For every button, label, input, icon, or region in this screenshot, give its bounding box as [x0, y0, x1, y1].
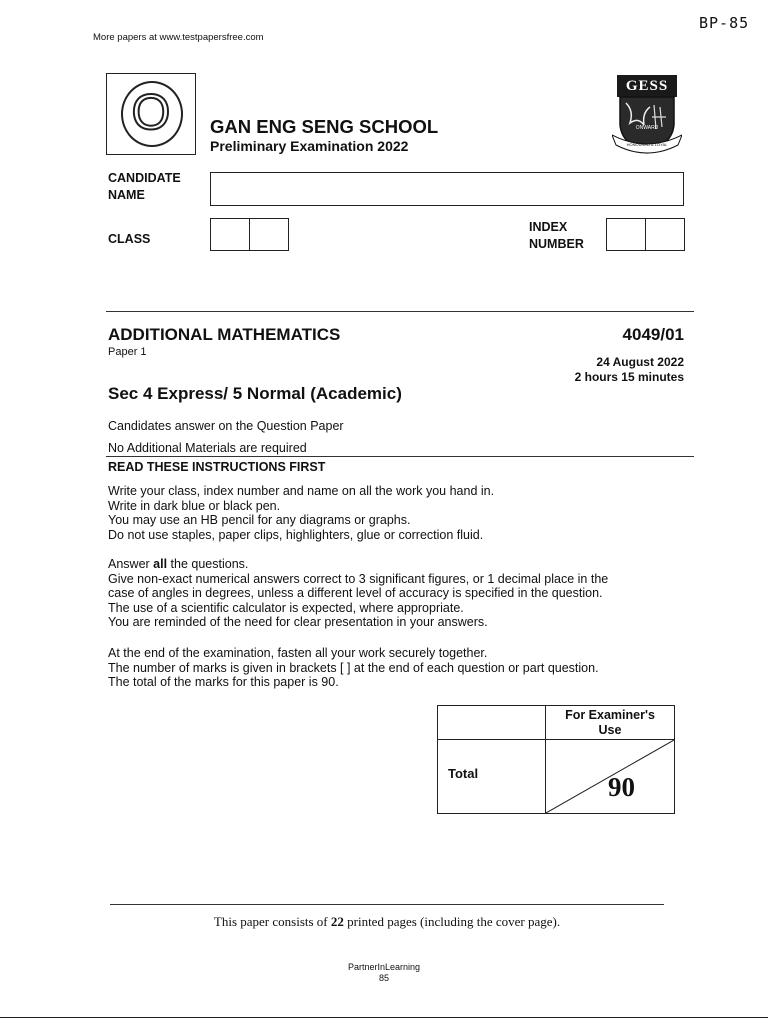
crest-text: GESS — [625, 78, 669, 94]
page-code: BP-85 — [699, 14, 750, 32]
index-field-2[interactable] — [645, 218, 685, 251]
candidate-label-2: NAME — [108, 188, 145, 202]
materials-note: No Additional Materials are required — [108, 441, 307, 455]
index-label-1: INDEX — [529, 220, 568, 234]
index-field-1[interactable] — [606, 218, 646, 251]
divider-instructions — [106, 456, 694, 457]
instruction-line: At the end of the examination, fasten all your work securely together. — [108, 646, 488, 660]
examiner-header: For Examiner's Use — [565, 708, 655, 737]
answer-note: Candidates answer on the Question Paper — [108, 419, 344, 433]
instruction-line: Answer all the questions. — [108, 557, 249, 571]
instruction-line: Write in dark blue or black pen. — [108, 498, 281, 513]
page-count: 22 — [330, 914, 344, 929]
candidate-label-1: CANDIDATE — [108, 171, 181, 185]
exam-title: Preliminary Examination 2022 — [210, 138, 409, 154]
class-field-2[interactable] — [249, 218, 289, 251]
subject-title: ADDITIONAL MATHEMATICS — [108, 325, 341, 344]
partner-label: PartnerInLearning — [347, 962, 421, 972]
source-note: More papers at www.testpapersfree.com — [93, 32, 264, 43]
school-name: GAN ENG SENG SCHOOL — [210, 116, 439, 137]
level-letter: O — [131, 84, 171, 140]
candidate-name-field[interactable] — [210, 172, 684, 206]
index-label-2: NUMBER — [529, 237, 584, 251]
total-label: Total — [448, 766, 479, 781]
level-box — [106, 73, 196, 155]
stream-title: Sec 4 Express/ 5 Normal (Academic) — [108, 384, 402, 403]
class-field-1[interactable] — [210, 218, 250, 251]
crest-motto: ONWARD — [635, 125, 659, 131]
instructions-para-3 — [108, 646, 688, 690]
instruction-line: Do not use staples, paper clips, highlighters, glue or correction fluid. — [108, 527, 484, 542]
instructions-para-2 — [108, 557, 688, 630]
instruction-line: Give non-exact numerical answers correct to 3 significant figures, or 1 decimal place in the — [108, 571, 609, 586]
class-label: CLASS — [108, 232, 151, 246]
school-crest — [612, 73, 682, 157]
total-marks: 90 — [608, 772, 635, 802]
divider-footer — [110, 904, 664, 905]
instruction-line: The number of marks is given in brackets [ ] at the end of each question or part question. — [108, 660, 599, 675]
divider-top — [106, 311, 694, 312]
exam-date: 24 August 2022 — [596, 355, 684, 369]
instruction-line: You may use an HB pencil for any diagrams or graphs. — [108, 513, 411, 528]
examiner-table — [437, 705, 675, 814]
crest-motto-2: HONOURED & LOYAL — [626, 142, 668, 147]
emphasis-all: all — [153, 557, 168, 571]
page-number: 85 — [378, 973, 389, 983]
instruction-line: The use of a scientific calculator is expected, where appropriate. — [108, 600, 464, 615]
exam-duration: 2 hours 15 minutes — [574, 370, 684, 384]
instruction-line: The total of the marks for this paper is 90. — [108, 675, 339, 690]
pages-note: This paper consists of 22 printed pages (including the cover page). — [213, 914, 561, 929]
instructions-para-1 — [108, 484, 688, 542]
instruction-line: You are reminded of the need for clear presentation in your answers. — [108, 615, 488, 630]
instruction-line: case of angles in degrees, unless a different level of accuracy is specified in the question. — [108, 586, 603, 601]
subject-code: 4049/01 — [622, 325, 684, 344]
paper-number: Paper 1 — [108, 346, 147, 358]
bottom-edge — [0, 1017, 768, 1018]
instructions-heading: READ THESE INSTRUCTIONS FIRST — [108, 460, 326, 474]
instruction-line: Write your class, index number and name on all the work you hand in. — [108, 484, 495, 498]
